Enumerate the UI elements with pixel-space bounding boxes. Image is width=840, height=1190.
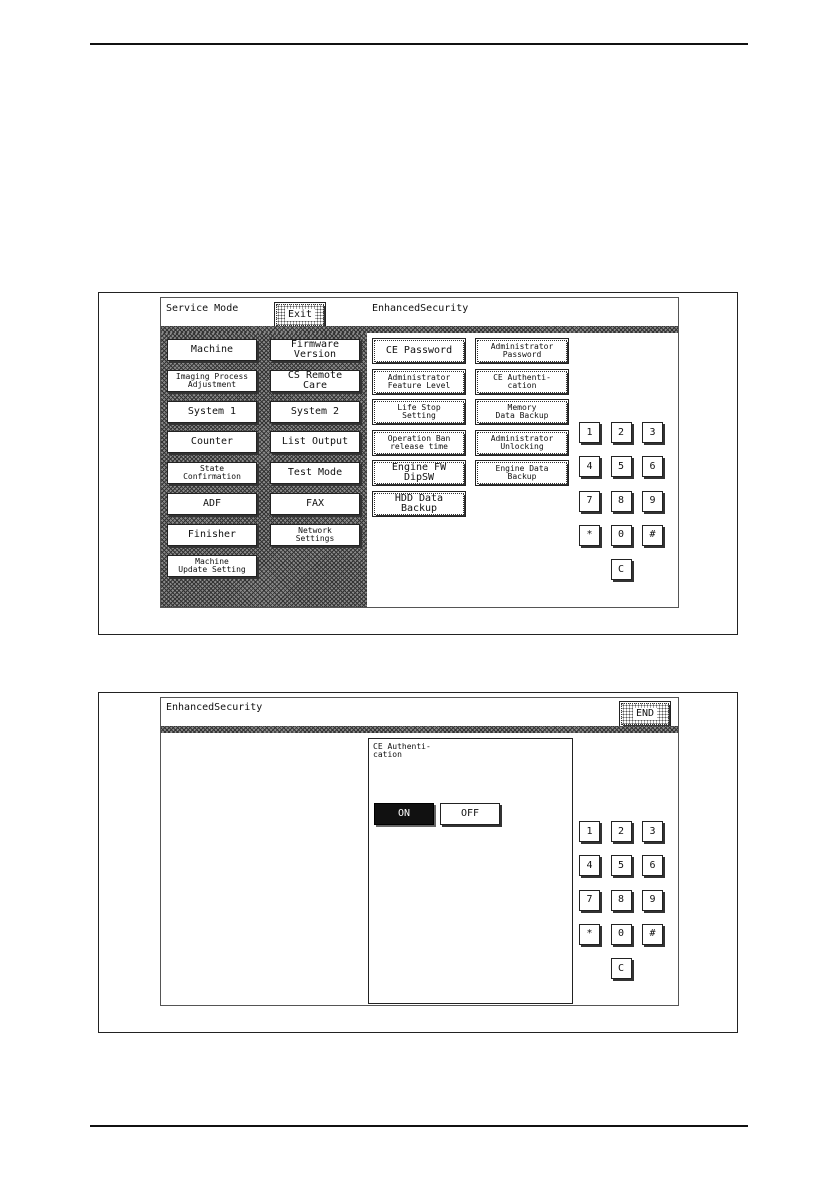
keypad2-key-c[interactable]: C <box>611 958 632 979</box>
security-ce-password-button[interactable]: CE Password <box>374 340 464 362</box>
menu-imaging-process-adjustment-button[interactable]: Imaging Process Adjustment <box>167 370 257 392</box>
exit-button[interactable] <box>276 304 324 326</box>
menu-machine-update-setting-button[interactable]: Machine Update Setting <box>167 555 257 577</box>
menu-system-1-button[interactable]: System 1 <box>167 401 257 423</box>
security-administrator-unlocking-button[interactable]: Administrator Unlocking <box>477 432 567 454</box>
keypad1-key-0[interactable]: 0 <box>611 525 632 546</box>
keypad2-key-2[interactable]: 2 <box>611 821 632 842</box>
on-button[interactable]: ON <box>374 803 434 825</box>
keypad2-key-4[interactable]: 4 <box>579 855 600 876</box>
keypad2-key-3[interactable]: 3 <box>642 821 663 842</box>
menu-counter-button[interactable]: Counter <box>167 431 257 453</box>
keypad1-key-8[interactable]: 8 <box>611 491 632 512</box>
security-life-stop-setting-button[interactable]: Life Stop Setting <box>374 401 464 423</box>
keypad2-key-9[interactable]: 9 <box>642 890 663 911</box>
header-divider <box>161 326 678 333</box>
menu-finisher-button[interactable]: Finisher <box>167 524 257 546</box>
ce-authentication-dialog <box>368 738 573 1004</box>
dialog-title: CE Authenti- cation <box>373 742 431 759</box>
security-operation-ban-release-time-button[interactable]: Operation Ban release time <box>374 432 464 454</box>
security-memory-data-backup-button[interactable]: Memory Data Backup <box>477 401 567 423</box>
security-engine-fw-dipsw-button[interactable]: Engine FW DipSW <box>374 462 464 484</box>
keypad2-key-0[interactable]: 0 <box>611 924 632 945</box>
menu-system-2-button[interactable]: System 2 <box>270 401 360 423</box>
keypad1-key-star[interactable]: * <box>579 525 600 546</box>
menu-list-output-button[interactable]: List Output <box>270 431 360 453</box>
menu-network-settings-button[interactable]: Network Settings <box>270 524 360 546</box>
menu-fax-button[interactable]: FAX <box>270 493 360 515</box>
keypad1-key-2[interactable]: 2 <box>611 422 632 443</box>
menu-machine-button[interactable]: Machine <box>167 339 257 361</box>
menu-test-mode-button[interactable]: Test Mode <box>270 462 360 484</box>
service-mode-screen <box>160 297 679 608</box>
exit-label: Exit <box>285 309 315 321</box>
end-label: END <box>633 708 657 720</box>
keypad1-key-c[interactable]: C <box>611 559 632 580</box>
menu-cs-remote-care-button[interactable]: CS Remote Care <box>270 370 360 392</box>
security-administrator-feature-level-button[interactable]: Administrator Feature Level <box>374 371 464 393</box>
off-button[interactable]: OFF <box>440 803 500 825</box>
bottom-rule <box>90 1125 748 1127</box>
keypad2-key-5[interactable]: 5 <box>611 855 632 876</box>
menu-state-confirmation-button[interactable]: State Confirmation <box>167 462 257 484</box>
header-divider <box>161 726 678 733</box>
screen-title: EnhancedSecurity <box>372 303 469 314</box>
security-ce-authenti-cation-button[interactable]: CE Authenti- cation <box>477 371 567 393</box>
keypad2-key-6[interactable]: 6 <box>642 855 663 876</box>
keypad1-key-9[interactable]: 9 <box>642 491 663 512</box>
keypad2-key-1[interactable]: 1 <box>579 821 600 842</box>
menu-firmware-version-button[interactable]: Firmware Version <box>270 339 360 361</box>
enhanced-security-screen <box>160 697 679 1006</box>
keypad1-key-7[interactable]: 7 <box>579 491 600 512</box>
keypad1-key-6[interactable]: 6 <box>642 456 663 477</box>
keypad1-key-1[interactable]: 1 <box>579 422 600 443</box>
security-hdd-data-backup-button[interactable]: HDD Data Backup <box>374 493 464 515</box>
keypad1-key-5[interactable]: 5 <box>611 456 632 477</box>
keypad2-key-7[interactable]: 7 <box>579 890 600 911</box>
top-rule <box>90 43 748 45</box>
end-button[interactable] <box>621 703 669 725</box>
keypad2-key-8[interactable]: 8 <box>611 890 632 911</box>
service-mode-title: Service Mode <box>166 303 239 314</box>
keypad2-key-star[interactable]: * <box>579 924 600 945</box>
security-administrator-password-button[interactable]: Administrator Password <box>477 340 567 362</box>
security-engine-data-backup-button[interactable]: Engine Data Backup <box>477 462 567 484</box>
menu-adf-button[interactable]: ADF <box>167 493 257 515</box>
keypad2-key-hash[interactable]: # <box>642 924 663 945</box>
screen-title: EnhancedSecurity <box>166 702 263 713</box>
keypad1-key-3[interactable]: 3 <box>642 422 663 443</box>
keypad1-key-hash[interactable]: # <box>642 525 663 546</box>
keypad1-key-4[interactable]: 4 <box>579 456 600 477</box>
